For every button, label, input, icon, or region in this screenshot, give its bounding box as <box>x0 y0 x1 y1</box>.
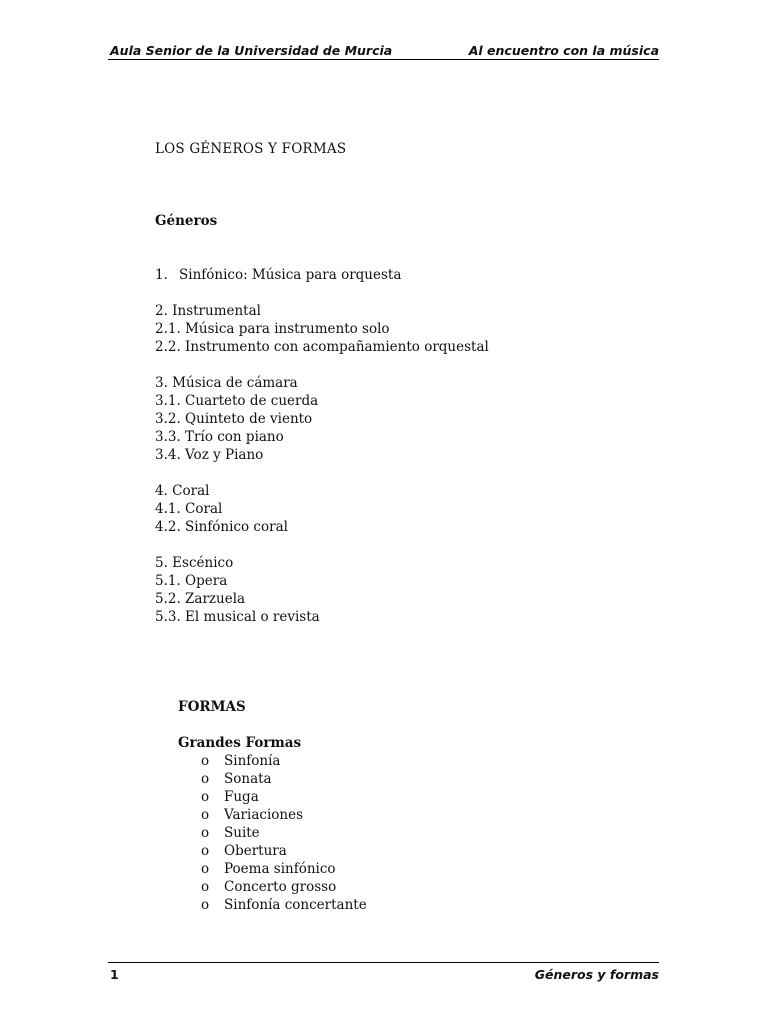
formas-section <box>178 698 675 914</box>
list-item <box>178 896 675 914</box>
list-item <box>178 878 675 896</box>
list-item <box>178 788 675 806</box>
list-item <box>178 752 675 770</box>
genre-item-1-number: 1. <box>155 267 168 283</box>
genre-line: 4. Coral <box>155 483 210 499</box>
bullet-marker: o <box>201 825 210 841</box>
genre-line: 4.2. Sinfónico coral <box>155 519 288 535</box>
genre-group-5 <box>155 554 675 626</box>
bullet-marker: o <box>201 843 210 859</box>
page-number: 1 <box>110 967 119 982</box>
list-item-text: Sinfonía concertante <box>224 897 367 913</box>
bullet-marker: o <box>201 753 210 769</box>
list-item-text: Fuga <box>224 789 259 805</box>
header-right-text: Al encuentro con la música <box>468 43 659 58</box>
grandes-formas-list <box>178 752 675 914</box>
list-item-text: Variaciones <box>224 807 303 823</box>
bullet-marker: o <box>201 771 210 787</box>
list-item <box>178 770 675 788</box>
page-footer <box>108 962 659 983</box>
genre-line: 2.1. Música para instrumento solo <box>155 321 390 337</box>
genre-line: 3.3. Trío con piano <box>155 429 284 445</box>
bullet-marker: o <box>201 861 210 877</box>
genre-group-3 <box>155 374 675 464</box>
list-item <box>178 824 675 842</box>
list-item <box>178 860 675 878</box>
document-title: LOS GÉNEROS Y FORMAS <box>155 141 347 157</box>
bullet-marker: o <box>201 807 210 823</box>
genre-line: 3. Música de cámara <box>155 375 298 391</box>
list-item-text: Concerto grosso <box>224 879 337 895</box>
genre-line: 3.1. Cuarteto de cuerda <box>155 393 319 409</box>
bullet-marker: o <box>201 789 210 805</box>
list-item-text: Sonata <box>224 771 272 787</box>
list-item-text: Obertura <box>224 843 287 859</box>
list-item-text: Sinfonía <box>224 753 281 769</box>
list-item-text: Poema sinfónico <box>224 861 336 877</box>
genre-line: 5. Escénico <box>155 555 234 571</box>
genre-line: 3.4. Voz y Piano <box>155 447 264 463</box>
genre-line: 2. Instrumental <box>155 303 261 319</box>
page-header <box>108 44 659 60</box>
genre-line: 3.2. Quinteto de viento <box>155 411 313 427</box>
genre-group-2 <box>155 302 675 356</box>
genre-group-4 <box>155 482 675 536</box>
list-item-text: Suite <box>224 825 260 841</box>
genre-line: 5.2. Zarzuela <box>155 591 246 607</box>
formas-heading: FORMAS <box>178 699 246 715</box>
bullet-marker: o <box>201 879 210 895</box>
genre-line: 5.1. Opera <box>155 573 228 589</box>
genre-line: 4.1. Coral <box>155 501 223 517</box>
genre-line: 5.3. El musical o revista <box>155 609 320 625</box>
bullet-marker: o <box>201 897 210 913</box>
generos-heading: Géneros <box>155 213 218 229</box>
document-body <box>155 140 675 914</box>
header-left-text: Aula Senior de la Universidad de Murcia <box>110 43 393 58</box>
genre-item-1 <box>155 266 675 284</box>
list-item <box>178 842 675 860</box>
genre-line: 2.2. Instrumento con acompañamiento orquestal <box>155 339 489 355</box>
list-item <box>178 806 675 824</box>
genre-item-1-text: Sinfónico: Música para orquesta <box>179 267 402 283</box>
footer-right-text: Géneros y formas <box>534 967 659 982</box>
grandes-formas-heading: Grandes Formas <box>178 735 302 751</box>
